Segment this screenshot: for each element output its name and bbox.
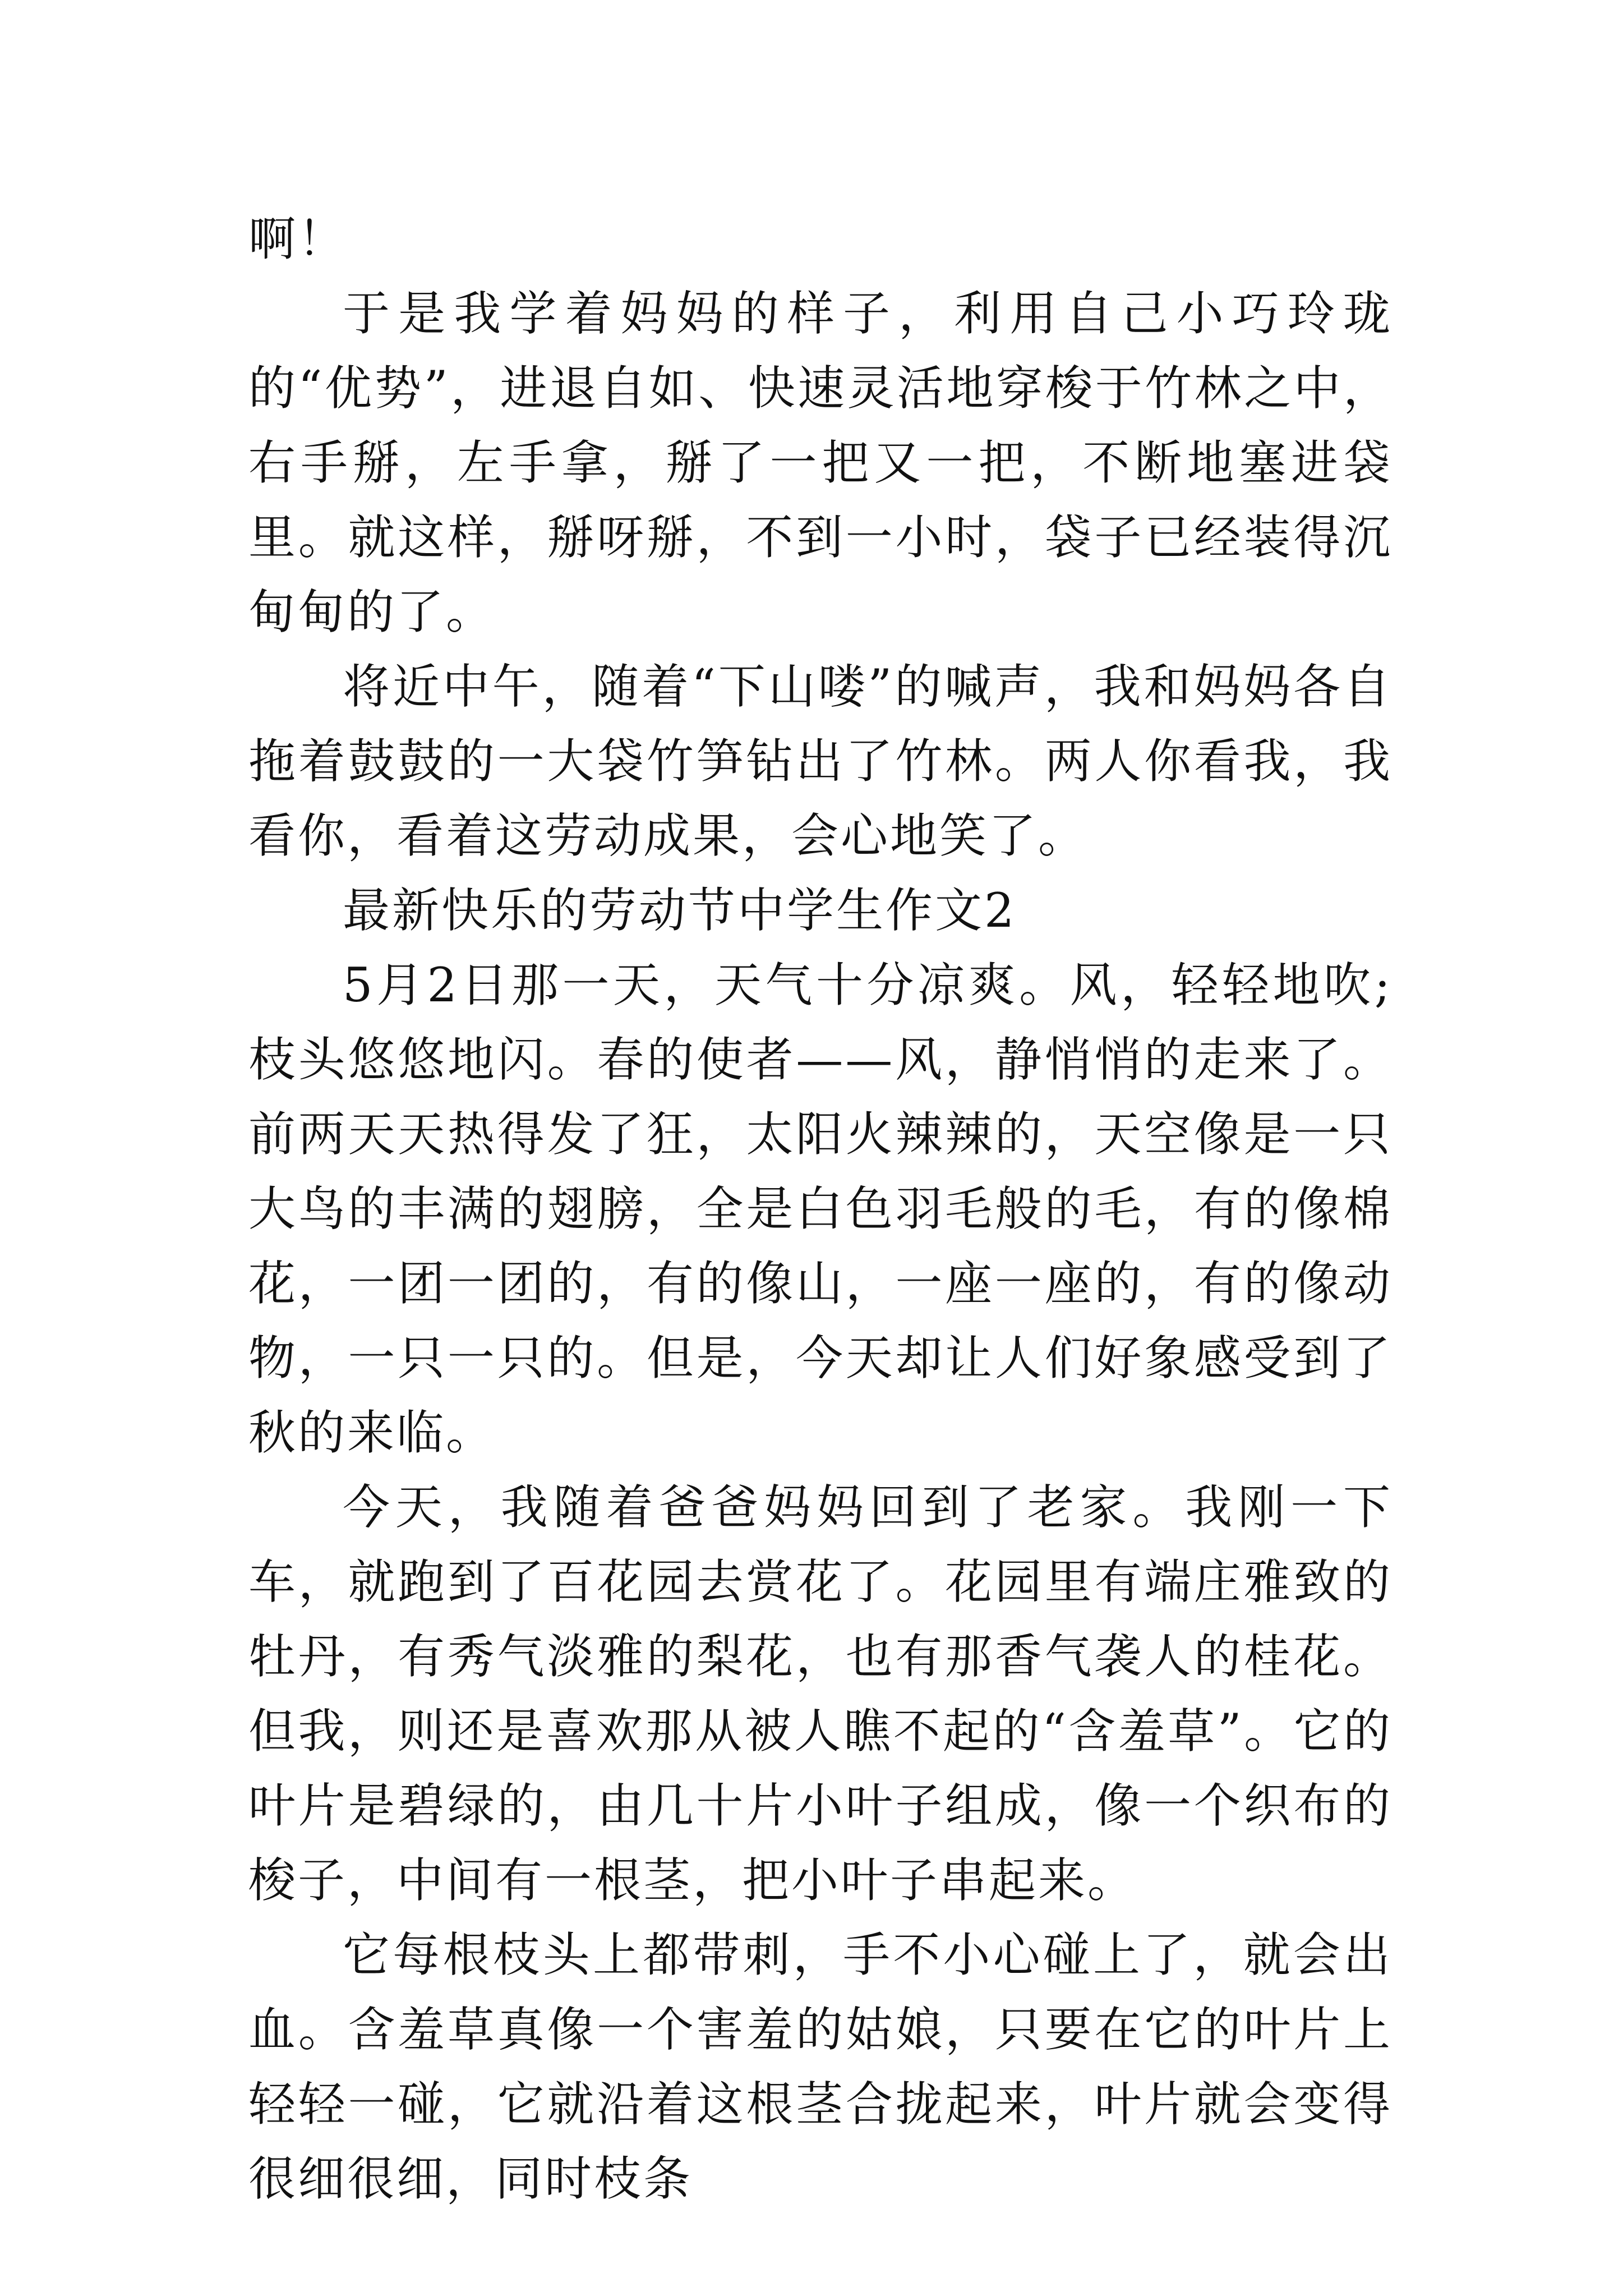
paragraph-noon: 将近中午，随着“下山喽”的喊声，我和妈妈各自拖着鼓鼓的一大袋竹笋钻出了竹林。两人你看我，我看你，看着这劳动成果，会心地笑了。 <box>248 659 1393 863</box>
essay-heading: 最新快乐的劳动节中学生作文2 <box>343 883 1017 938</box>
document-body <box>248 202 1393 2216</box>
paragraph-garden: 今天，我随着爸爸妈妈回到了老家。我刚一下车，就跑到了百花园去赏花了。花园里有端庄雅致的牡丹，有秀气淡雅的梨花，也有那香气袭人的桂花。但我，则还是喜欢那从被人瞧不起的“含羞草”。它的叶片是碧绿的，由几十片小叶子组成，像一个织布的梭子，中间有一根茎，把小叶子串起来。 <box>248 1480 1393 1908</box>
paragraph-continuation: 啊！ <box>248 211 348 266</box>
paragraph-mimosa: 它每根枝头上都带刺，手不小心碰上了，就会出血。含羞草真像一个害羞的姑娘，只要在它的叶片上轻轻一碰，它就沿着这根茎合拢起来，叶片就会变得很细很细，同时枝条 <box>248 1927 1393 2206</box>
paragraph-bamboo-shoots: 于是我学着妈妈的样子，利用自己小巧玲珑的“优势”，进退自如、快速灵活地穿梭于竹林之中，右手掰，左手拿，掰了一把又一把，不断地塞进袋里。就这样，掰呀掰，不到一小时，袋子已经装得沉甸甸的了。 <box>248 286 1393 639</box>
paragraph-weather: 5月2日那一天，天气十分凉爽。风，轻轻地吹;枝头悠悠地闪。春的使者——风，静悄悄的走来了。前两天天热得发了狂，太阳火辣辣的，天空像是一只大鸟的丰满的翅膀，全是白色羽毛般的毛，有的像棉花，一团一团的，有的像山，一座一座的，有的像动物，一只一只的。但是，今天却让人们好象感受到了秋的来临。 <box>248 958 1393 1460</box>
